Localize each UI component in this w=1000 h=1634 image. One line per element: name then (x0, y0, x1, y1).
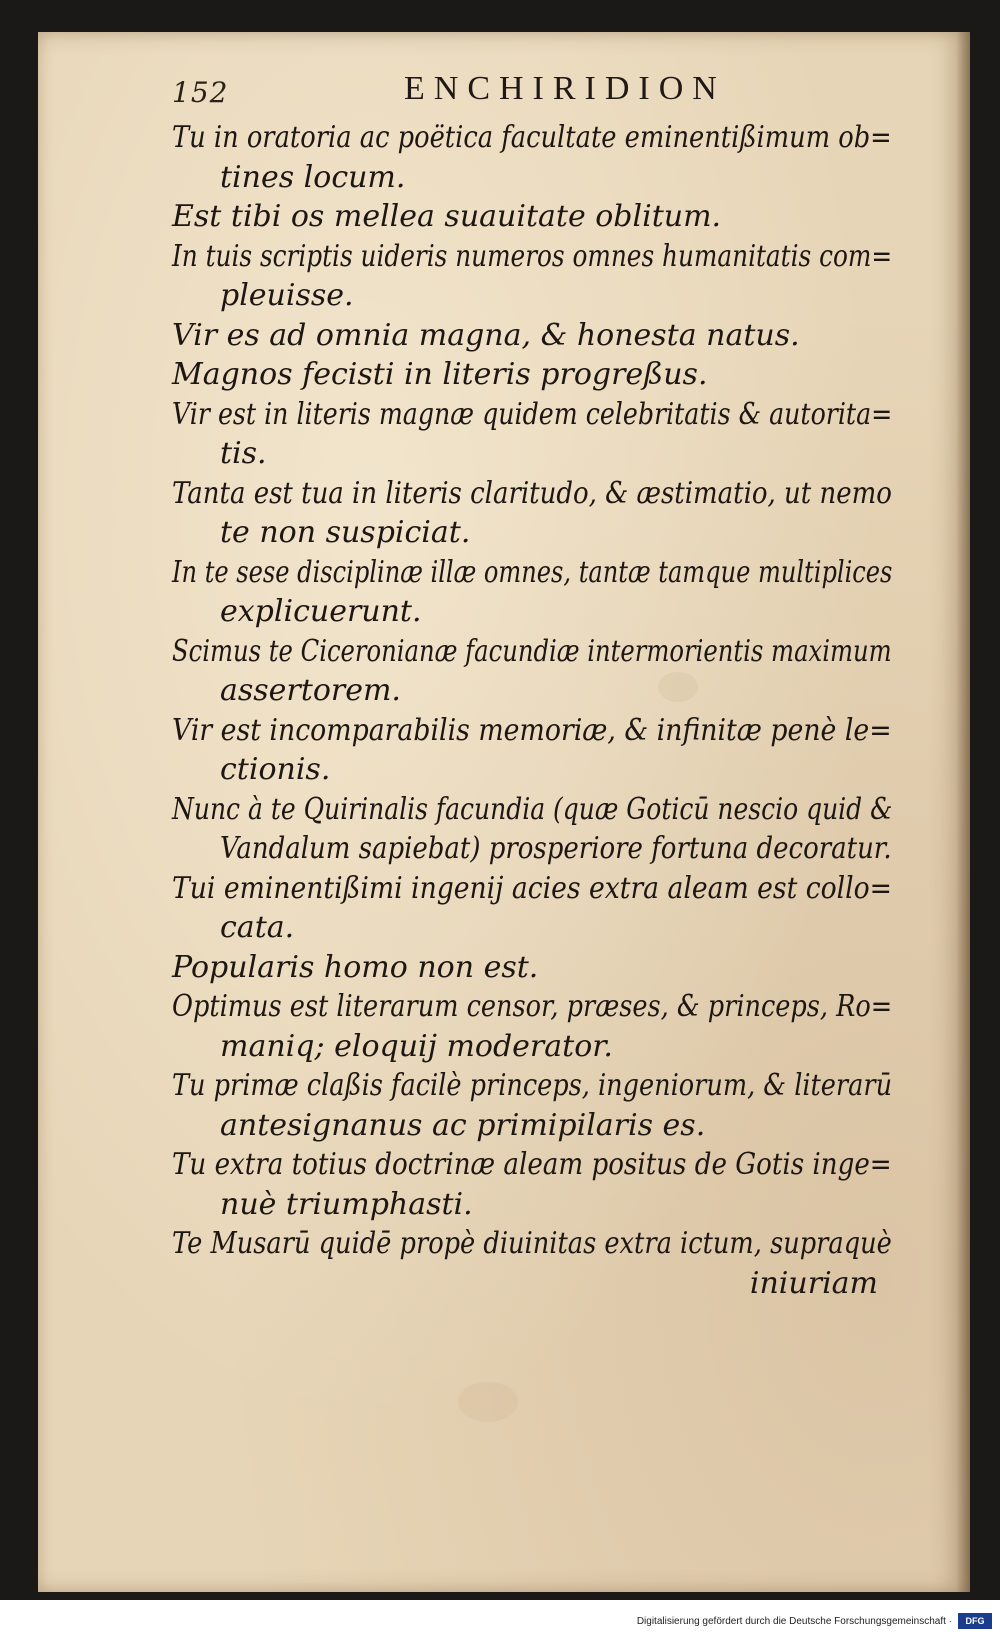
paper-stain (458, 1382, 518, 1422)
entry-first-line: Popularis homo non est. (172, 949, 539, 985)
footer-credit: Digitalisierung gefördert durch die Deutsche Forschungsgemeinschaft · (636, 1616, 952, 1627)
text-entry (172, 355, 892, 395)
text-entry (172, 948, 892, 988)
text-entry (172, 395, 892, 474)
text-entry (172, 1066, 892, 1145)
text-entry (172, 632, 892, 711)
entry-first-line: Te Musarū quidē propè diuinitas extra ictum, supraquè (172, 1226, 892, 1261)
page-number: 152 (172, 76, 229, 109)
entry-continuation-line: Vandalum sapiebat) prosperiore fortuna decoratur. (220, 831, 892, 866)
entry-first-line: In te sese disciplinæ illæ omnes, tantæ tamque multiplices (172, 554, 893, 590)
entry-continuation-line: nuè triumphasti. (220, 1186, 473, 1222)
entry-first-line: Vir est incomparabilis memoriæ, & infinitæ penè le= (172, 712, 892, 748)
page-header (172, 70, 862, 118)
text-entry (172, 118, 892, 197)
text-entry (172, 1224, 892, 1264)
entry-continuation-line: te non suspiciat. (220, 515, 471, 550)
page-text (172, 118, 892, 1303)
entry-first-line: Magnos fecisti in literis progreßus. (172, 357, 708, 392)
entry-first-line: Tanta est tua in literis claritudo, & æstimatio, ut nemo (172, 475, 892, 511)
entry-first-line: Optimus est literarum censor, præses, & princeps, Ro= (172, 989, 893, 1024)
entry-continuation-line: antesignanus ac primipilaris es. (220, 1107, 706, 1143)
text-entry (172, 869, 892, 948)
entry-first-line: Nunc à te Quirinalis facundia (quæ Goticū nescio quid & (172, 791, 893, 827)
entry-continuation-line: pleuisse. (220, 278, 354, 313)
digitization-footer (0, 1600, 1000, 1634)
entry-continuation-line: tis. (220, 436, 267, 471)
entry-first-line: Tui eminentißimi ingenij acies extra aleam est collo= (172, 870, 892, 906)
entry-continuation-line: tines locum. (220, 159, 406, 195)
dfg-logo: DFG (958, 1613, 992, 1629)
text-entry (172, 987, 892, 1066)
catchword: iniuriam (749, 1265, 878, 1301)
entry-first-line: Tu in oratoria ac poëtica facultate eminentißimum ob= (172, 120, 892, 155)
text-entry (172, 474, 892, 553)
text-entry (172, 237, 892, 316)
text-entry (172, 197, 892, 237)
text-entry (172, 316, 892, 356)
catchword-block (172, 1264, 892, 1304)
text-entry (172, 790, 892, 869)
entry-continuation-line: ctionis. (220, 752, 331, 787)
text-entry (172, 1145, 892, 1224)
text-entry (172, 711, 892, 790)
entry-first-line: Vir est in literis magnæ quidem celebritatis & autorita= (172, 396, 893, 432)
entry-continuation-line: explicuerunt. (220, 594, 422, 629)
entry-first-line: Est tibi os mellea suauitate oblitum. (172, 199, 722, 234)
running-title: ENCHIRIDION (404, 70, 726, 107)
entry-continuation-line: assertorem. (220, 673, 401, 708)
entry-first-line: Scimus te Ciceronianæ facundiæ intermorientis maximum (172, 633, 892, 669)
text-entry (172, 553, 892, 632)
entry-first-line: Vir es ad omnia magna, & honesta natus. (172, 317, 800, 353)
entry-continuation-line: cata. (220, 910, 295, 945)
entry-first-line: Tu extra totius doctrinæ aleam positus de Gotis inge= (172, 1147, 892, 1182)
entry-first-line: Tu primæ claßis facilè princeps, ingeniorum, & literarū (172, 1068, 893, 1103)
entry-first-line: In tuis scriptis uideris numeros omnes humanitatis com= (172, 238, 893, 274)
entry-continuation-line: maniq; eloquij moderator. (220, 1028, 613, 1064)
page-edge-shadow (956, 32, 970, 1592)
